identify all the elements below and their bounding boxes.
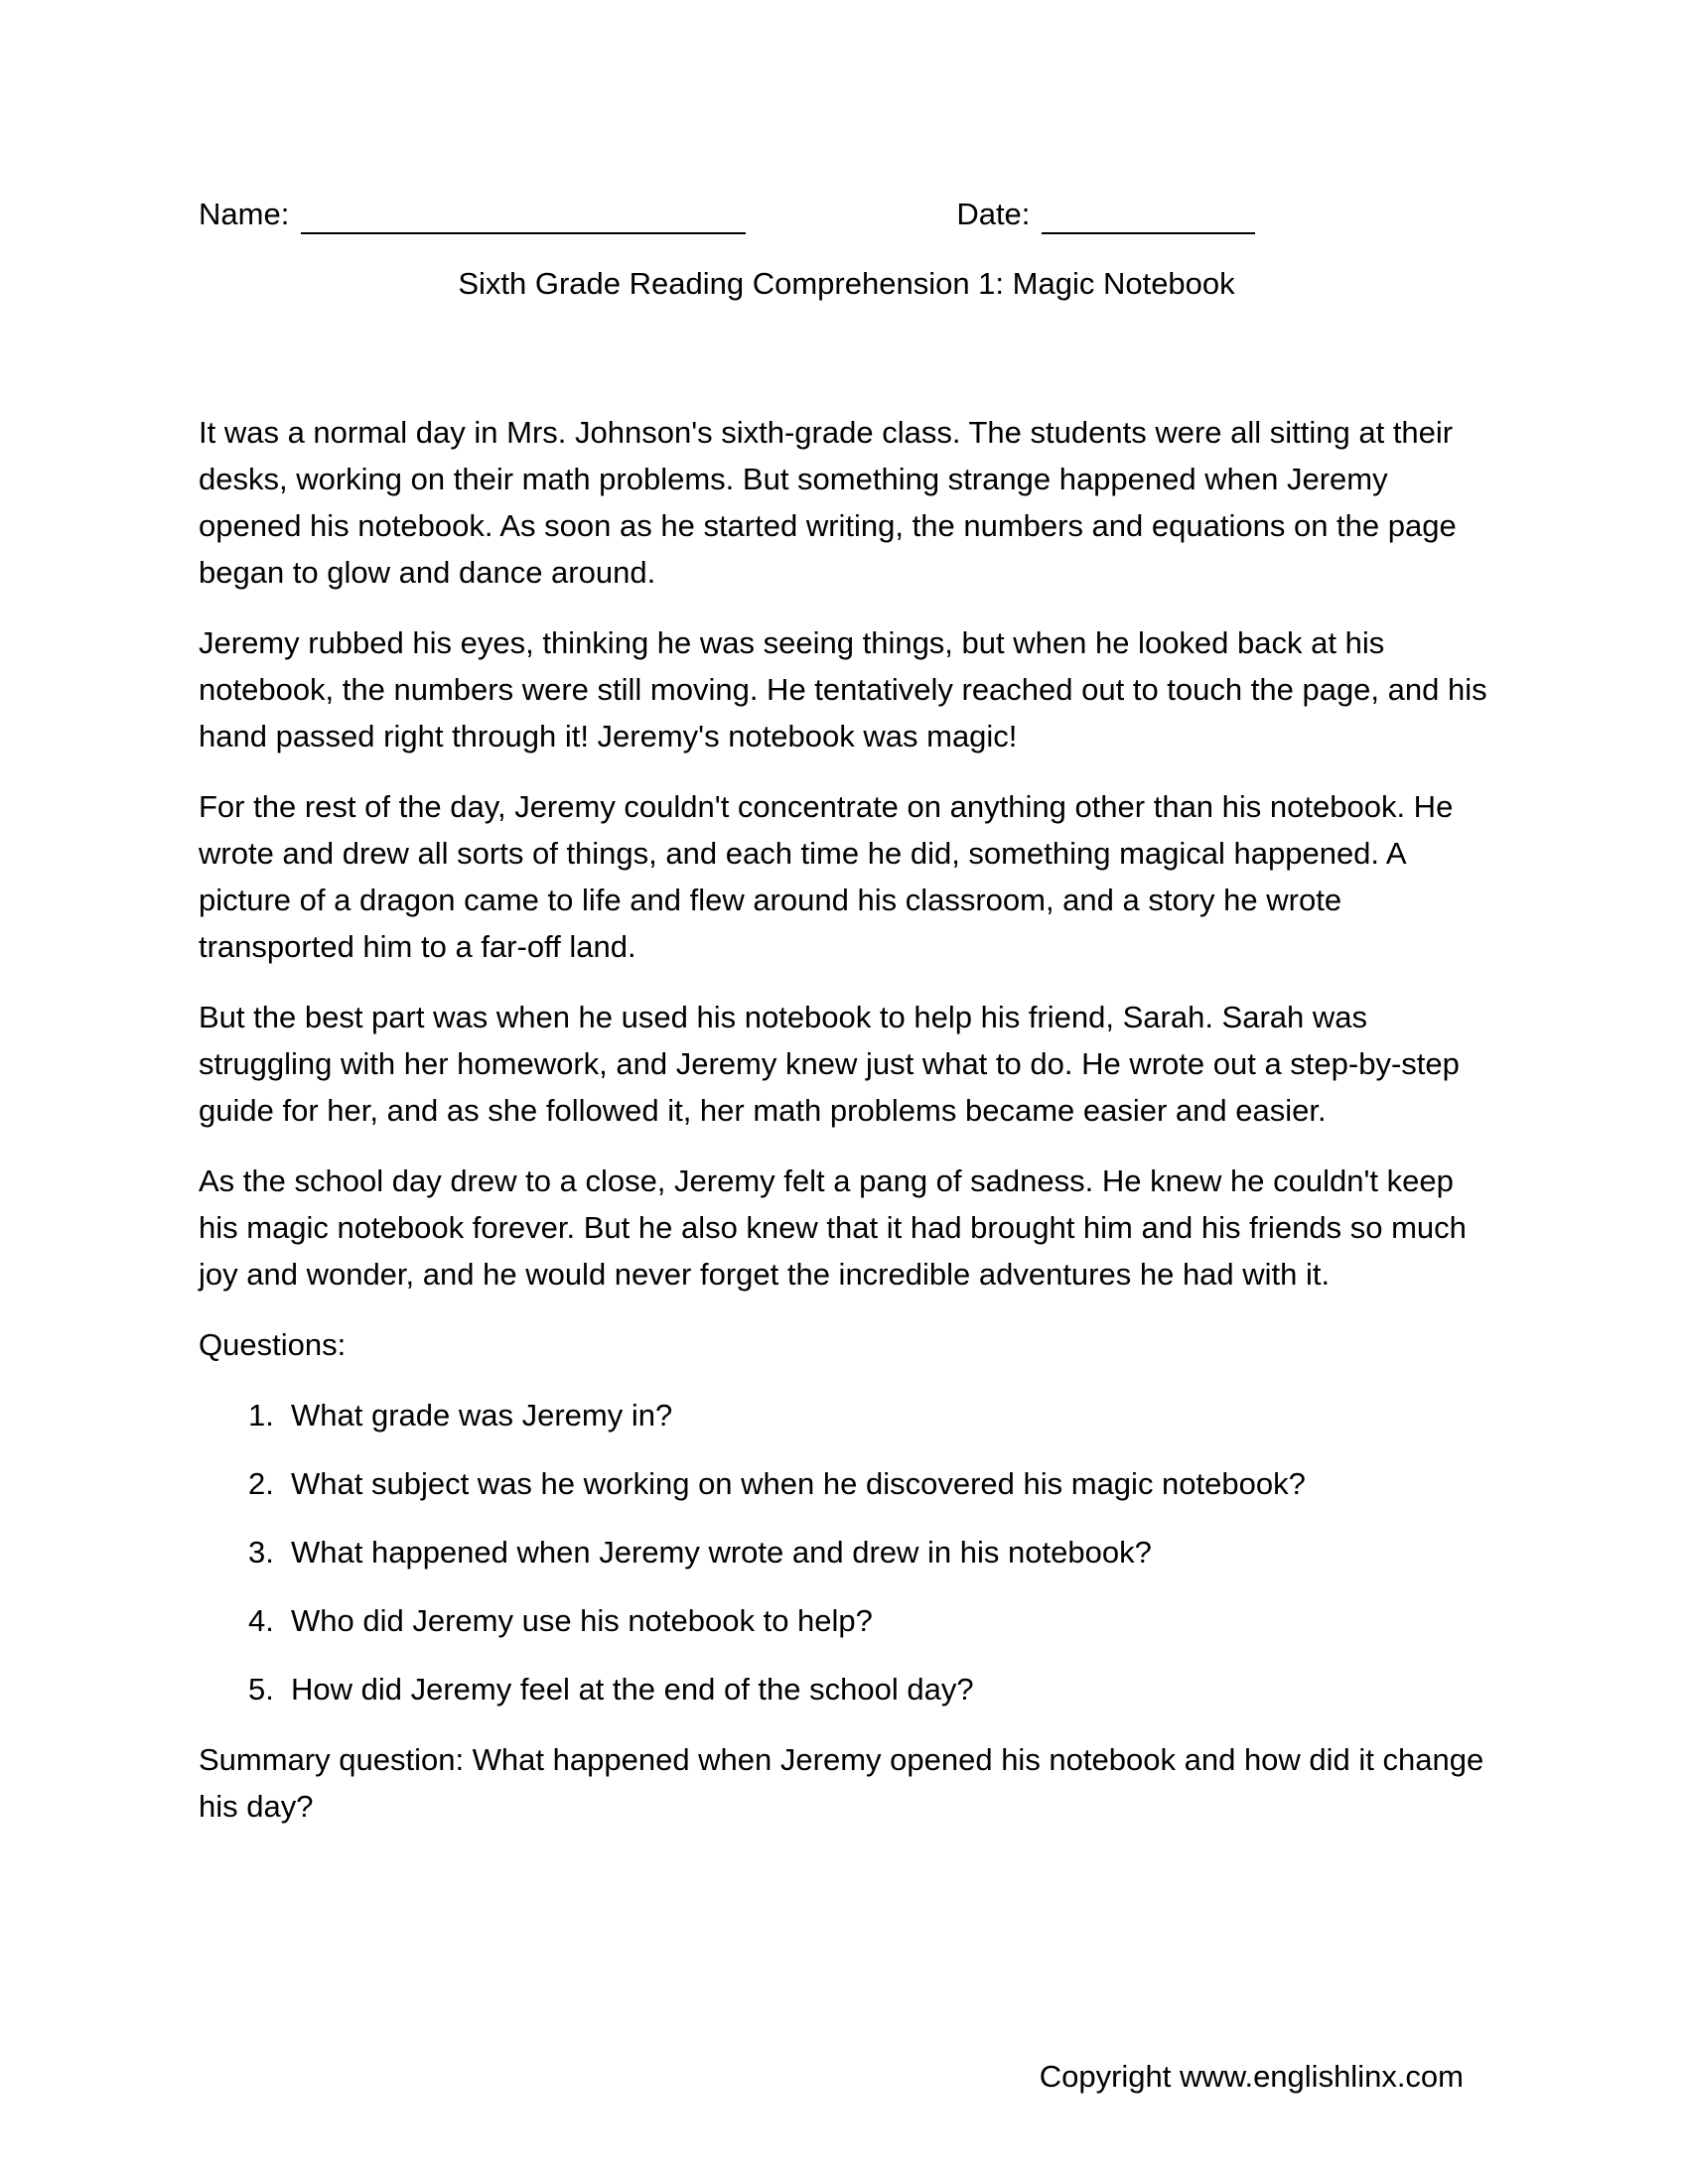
worksheet-title: Sixth Grade Reading Comprehension 1: Magic Notebook xyxy=(458,266,1235,301)
question-item xyxy=(199,1529,1494,1575)
question-item xyxy=(199,1597,1494,1644)
name-field xyxy=(199,195,746,234)
question-item xyxy=(199,1460,1494,1507)
date-blank-line xyxy=(1042,199,1255,234)
question-item xyxy=(199,1666,1494,1712)
date-label: Date: xyxy=(956,197,1031,231)
question-item xyxy=(199,1392,1494,1438)
questions-heading: Questions: xyxy=(199,1327,347,1362)
question-text: Who did Jeremy use his notebook to help? xyxy=(291,1603,873,1638)
story-paragraph: Jeremy rubbed his eyes, thinking he was seeing things, but when he looked back at his notebook, the numbers were still moving. He tentatively reached out to touch the page, and his hand passed right through it! Jeremy's notebook was magic! xyxy=(199,625,1487,753)
question-number: 2. xyxy=(248,1466,274,1501)
question-text: How did Jeremy feel at the end of the school day? xyxy=(291,1672,974,1706)
summary-question: Summary question: What happened when Jeremy opened his notebook and how did it change his day? xyxy=(199,1742,1484,1824)
header xyxy=(199,195,1494,234)
worksheet-content xyxy=(199,195,1494,1853)
question-text: What happened when Jeremy wrote and drew in his notebook? xyxy=(291,1535,1152,1570)
name-label: Name: xyxy=(199,197,290,231)
story-paragraph: But the best part was when he used his notebook to help his friend, Sarah. Sarah was struggling with her homework, and Jeremy knew just what to do. He wrote out a step-by-step guide for her, and as she followed it, her math problems became easier and easier. xyxy=(199,1000,1460,1128)
story-paragraph: As the school day drew to a close, Jeremy felt a pang of sadness. He knew he couldn't keep his magic notebook forever. But he also knew that it had brought him and his friends so much joy and wonder, and he would never forget the incredible adventures he had with it. xyxy=(199,1163,1467,1292)
question-number: 5. xyxy=(248,1672,274,1706)
copyright-notice: Copyright www.englishlinx.com xyxy=(1039,2059,1464,2094)
question-text: What grade was Jeremy in? xyxy=(291,1398,673,1433)
story-paragraph: For the rest of the day, Jeremy couldn't concentrate on anything other than his notebook. He wrote and drew all sorts of things, and each time he did, something magical happened. A picture of a dragon came to life and flew around his classroom, and a story he wrote transported him to a far-off land. xyxy=(199,789,1454,964)
question-number: 3. xyxy=(248,1535,274,1570)
story-paragraph: It was a normal day in Mrs. Johnson's sixth-grade class. The students were all sitting at their desks, working on their math problems. But something strange happened when Jeremy opened his notebook. As soon as he started writing, the numbers and equations on the page began to glow and dance around. xyxy=(199,415,1457,590)
question-text: What subject was he working on when he discovered his magic notebook? xyxy=(291,1466,1306,1501)
question-number: 1. xyxy=(248,1398,274,1433)
question-number: 4. xyxy=(248,1603,274,1638)
name-blank-line xyxy=(301,199,746,234)
date-field xyxy=(956,195,1255,234)
